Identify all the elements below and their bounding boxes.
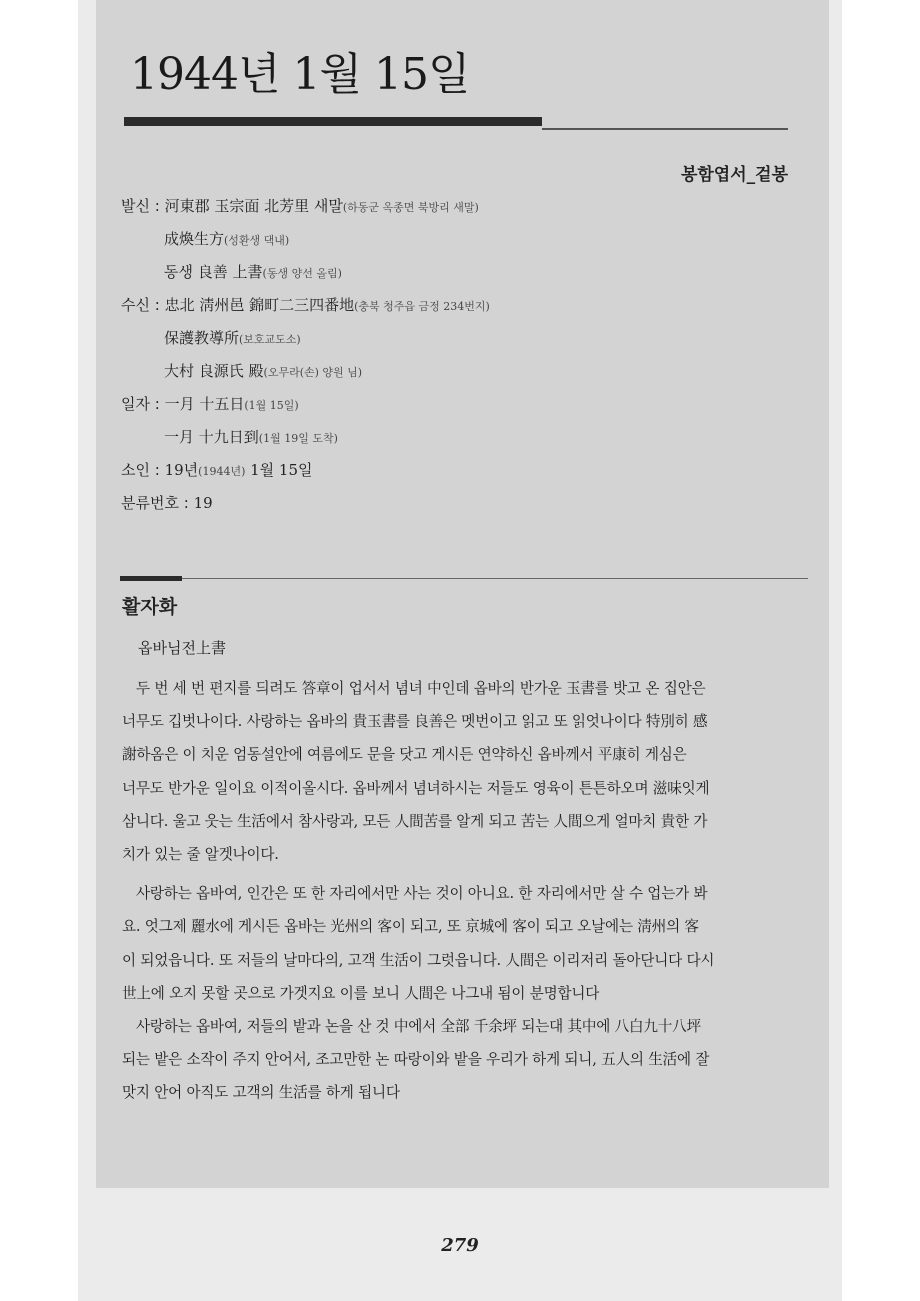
sender-label: 발신 : [121, 197, 165, 215]
sender-row-2 [121, 223, 811, 256]
postmark-row [121, 454, 811, 487]
letter-body [122, 672, 792, 1109]
recipient-label: 수신 : [121, 296, 165, 314]
sender-household: 成煥生方 [164, 230, 225, 248]
sender-row-3 [121, 256, 811, 289]
recipient-row-2 [121, 322, 811, 355]
recipient-name-kr: (오무라(손) 양원 님) [263, 366, 363, 379]
text-line: 되는 밭은 소작이 주지 안어서, 조고만한 논 따랑이와 밭을 우리가 하게 되니, 五人의 生活에 잘 [122, 1051, 710, 1069]
text-line: 사랑하는 옵바여, 저들의 밭과 논을 산 것 中에서 全部 千余坪 되는대 其中에 八白九十八坪 [136, 1017, 701, 1035]
recipient-institution: 保護教導所 [164, 329, 240, 347]
postmark-year: 19년 [164, 461, 199, 479]
title-rule-thick [124, 117, 542, 126]
date-arrived: 一月 十九日到 [164, 428, 259, 446]
recipient-address-kr: (충북 청주읍 금정 234번지) [354, 300, 490, 313]
section-title: 활자화 [122, 596, 178, 618]
sender-address: 河東郡 玉宗面 北芳里 새말 [164, 197, 343, 215]
letter-greeting: 옵바님전上書 [138, 639, 226, 657]
text-line: 치가 있는 줄 알겟나이다. [122, 845, 279, 863]
sender-row [121, 190, 811, 223]
sender-household-kr: (성환생 댁내) [224, 234, 290, 247]
recipient-row-3 [121, 355, 811, 388]
recipient-address: 忠北 淸州邑 錦町二三四番地 [164, 296, 355, 314]
date-label: 일자 : [121, 395, 165, 413]
text-line: 사랑하는 옵바여, 인간은 또 한 자리에서만 사는 것이 아니요. 한 자리에서만 살 수 업는가 봐 [136, 885, 708, 903]
date-row [121, 388, 811, 421]
recipient-name: 大村 良源氏 殿 [164, 362, 264, 380]
recipient-institution-kr: (보호교도소) [239, 333, 301, 346]
recipient-row [121, 289, 811, 322]
text-line: 너무도 깁벗나이다. 사랑하는 옵바의 貴玉書를 良善은 멧번이고 읽고 또 읽엇나이다 特別히 感 [122, 713, 708, 731]
page-number: 279 [441, 1235, 479, 1256]
text-line: 요. 엇그제 麗水에 게시든 옵바는 光州의 客이 되고, 또 京城에 客이 되고 오날에는 淸州의 客 [122, 918, 699, 936]
date-arrived-kr: (1월 19일 도착) [258, 432, 338, 445]
text-line: 맛지 안어 아직도 고객의 生活를 하게 됩니다 [122, 1084, 400, 1102]
section-rule-thin [182, 578, 808, 579]
postmark-label: 소인 : [121, 461, 165, 479]
date-sent: 一月 十五日 [164, 395, 245, 413]
section-rule-thick [120, 576, 182, 581]
classification-row [121, 487, 811, 520]
text-line: 너무도 반가운 일이요 이적이올시다. 옵바께서 념녀하시는 저들도 영육이 튼튼하오며 滋味잇게 [122, 779, 710, 797]
classification-value: 19 [193, 494, 213, 512]
title-rule-thin [542, 128, 788, 130]
sender-name: 동생 良善 上書 [164, 263, 263, 281]
document-category: 봉함엽서_겉봉 [680, 165, 788, 185]
text-line: 謝하옴은 이 치운 엄동설안에 여름에도 문을 닷고 게시든 연약하신 옵바께서 平康히 게심은 [122, 746, 687, 764]
postmark-date: 1월 15일 [245, 461, 313, 479]
sender-name-kr: (동생 양선 올림) [262, 267, 342, 280]
page-title: 1944년 1월 15일 [130, 49, 470, 100]
date-row-2 [121, 421, 811, 454]
text-line: 世上에 오지 못할 곳으로 가겟지요 이를 보니 人間은 나그내 됨이 분명합니다 [122, 984, 600, 1002]
text-line: 두 번 세 번 편지를 듸려도 答章이 업서서 념녀 中인데 옵바의 반가운 玉書를 밧고 온 집안은 [136, 680, 706, 697]
classification-label: 분류번호 : [121, 494, 194, 512]
postmark-year-kr: (1944년) [198, 465, 246, 478]
date-sent-kr: (1월 15일) [244, 399, 299, 412]
text-line: 이 되었읍니다. 또 저들의 날마다의, 고객 生活이 그럿읍니다. 人間은 이리저리 돌아단니다 다시 [122, 951, 715, 969]
sender-address-kr: (하동군 옥종면 북방리 새말) [342, 201, 479, 214]
book-page [78, 0, 842, 1301]
envelope-metadata [121, 190, 811, 520]
text-line: 삼니다. 울고 웃는 生活에서 참사랑과, 모든 人間苦를 알게 되고 苦는 人間으게 얼마치 貴한 가 [122, 812, 708, 830]
